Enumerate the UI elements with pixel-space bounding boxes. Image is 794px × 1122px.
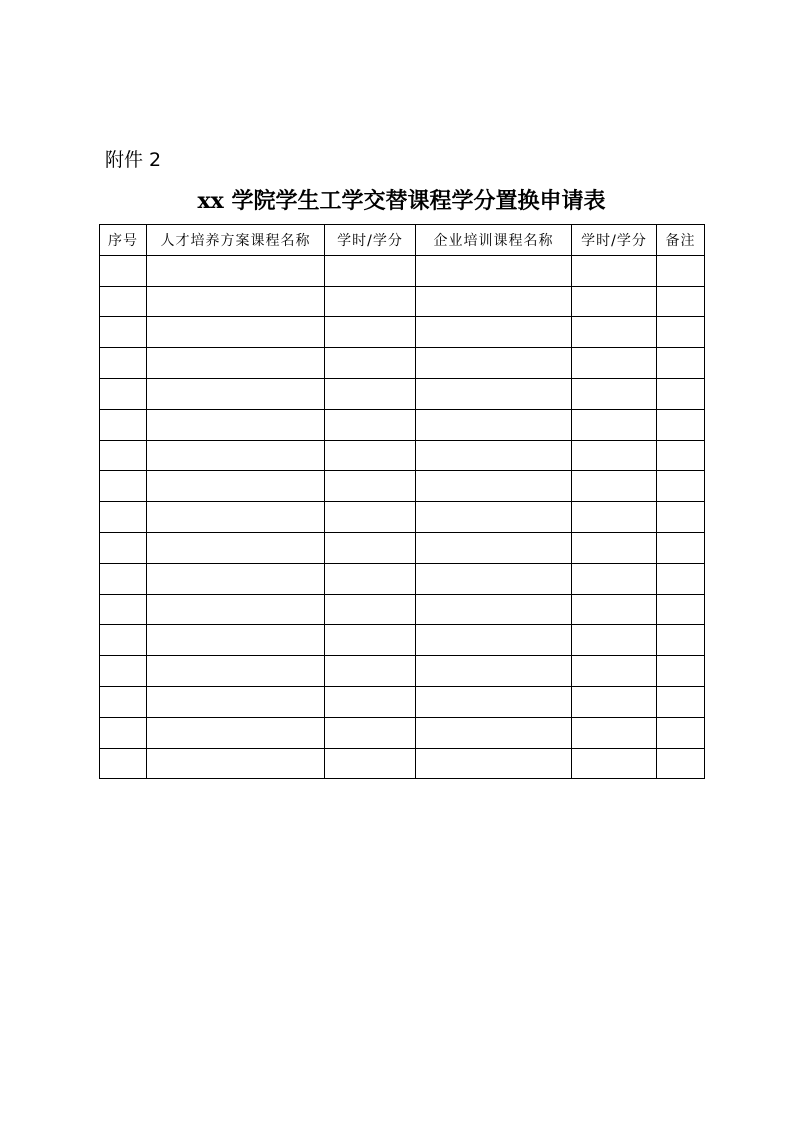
table-row (100, 255, 705, 286)
remarks-cell[interactable] (657, 348, 705, 379)
remarks-cell[interactable] (657, 717, 705, 748)
serial-number-cell[interactable] (100, 255, 147, 286)
serial-number-cell[interactable] (100, 286, 147, 317)
serial-number-cell[interactable] (100, 378, 147, 409)
remarks-cell[interactable] (657, 409, 705, 440)
table-row (100, 686, 705, 717)
serial-number-cell[interactable] (100, 594, 147, 625)
program-course-name-cell[interactable] (147, 563, 325, 594)
serial-number-cell[interactable] (100, 471, 147, 502)
serial-number-cell[interactable] (100, 317, 147, 348)
table-row (100, 317, 705, 348)
header-program-hours-credits: 学时/学分 (325, 225, 416, 256)
remarks-cell[interactable] (657, 748, 705, 779)
program-course-name-cell[interactable] (147, 255, 325, 286)
serial-number-cell[interactable] (100, 748, 147, 779)
program-course-name-cell[interactable] (147, 656, 325, 687)
table-row (100, 440, 705, 471)
enterprise-course-name-cell[interactable] (416, 625, 572, 656)
remarks-cell[interactable] (657, 656, 705, 687)
table-row (100, 625, 705, 656)
header-remarks: 备注 (657, 225, 705, 256)
serial-number-cell[interactable] (100, 717, 147, 748)
serial-number-cell[interactable] (100, 409, 147, 440)
table-row (100, 563, 705, 594)
serial-number-cell[interactable] (100, 563, 147, 594)
program-course-name-cell[interactable] (147, 440, 325, 471)
program-hours-credits-cell[interactable] (325, 471, 416, 502)
program-hours-credits-cell[interactable] (325, 502, 416, 533)
remarks-cell[interactable] (657, 471, 705, 502)
table-row (100, 471, 705, 502)
program-course-name-cell[interactable] (147, 317, 325, 348)
program-hours-credits-cell[interactable] (325, 563, 416, 594)
program-hours-credits-cell[interactable] (325, 717, 416, 748)
program-hours-credits-cell[interactable] (325, 348, 416, 379)
table-body (100, 255, 705, 779)
enterprise-hours-credits-cell[interactable] (572, 717, 657, 748)
enterprise-hours-credits-cell[interactable] (572, 748, 657, 779)
enterprise-course-name-cell[interactable] (416, 502, 572, 533)
enterprise-course-name-cell[interactable] (416, 656, 572, 687)
program-course-name-cell[interactable] (147, 502, 325, 533)
enterprise-hours-credits-cell[interactable] (572, 409, 657, 440)
enterprise-course-name-cell[interactable] (416, 378, 572, 409)
serial-number-cell[interactable] (100, 625, 147, 656)
enterprise-hours-credits-cell[interactable] (572, 686, 657, 717)
program-course-name-cell[interactable] (147, 532, 325, 563)
program-course-name-cell[interactable] (147, 348, 325, 379)
program-hours-credits-cell[interactable] (325, 686, 416, 717)
enterprise-course-name-cell[interactable] (416, 286, 572, 317)
table-row (100, 378, 705, 409)
remarks-cell[interactable] (657, 255, 705, 286)
serial-number-cell[interactable] (100, 440, 147, 471)
program-course-name-cell[interactable] (147, 686, 325, 717)
program-course-name-cell[interactable] (147, 471, 325, 502)
table-row (100, 409, 705, 440)
enterprise-hours-credits-cell[interactable] (572, 563, 657, 594)
enterprise-hours-credits-cell[interactable] (572, 502, 657, 533)
enterprise-course-name-cell[interactable] (416, 440, 572, 471)
remarks-cell[interactable] (657, 532, 705, 563)
enterprise-course-name-cell[interactable] (416, 717, 572, 748)
table-row (100, 502, 705, 533)
serial-number-cell[interactable] (100, 532, 147, 563)
program-course-name-cell[interactable] (147, 378, 325, 409)
enterprise-course-name-cell[interactable] (416, 471, 572, 502)
enterprise-hours-credits-cell[interactable] (572, 317, 657, 348)
program-course-name-cell[interactable] (147, 625, 325, 656)
table-row (100, 656, 705, 687)
enterprise-hours-credits-cell[interactable] (572, 625, 657, 656)
program-hours-credits-cell[interactable] (325, 255, 416, 286)
enterprise-hours-credits-cell[interactable] (572, 594, 657, 625)
enterprise-hours-credits-cell[interactable] (572, 656, 657, 687)
remarks-cell[interactable] (657, 502, 705, 533)
program-hours-credits-cell[interactable] (325, 656, 416, 687)
header-enterprise-course-name: 企业培训课程名称 (416, 225, 572, 256)
table-row (100, 594, 705, 625)
enterprise-hours-credits-cell[interactable] (572, 471, 657, 502)
enterprise-course-name-cell[interactable] (416, 594, 572, 625)
program-hours-credits-cell[interactable] (325, 594, 416, 625)
table-row (100, 748, 705, 779)
serial-number-cell[interactable] (100, 686, 147, 717)
program-hours-credits-cell[interactable] (325, 625, 416, 656)
credit-replacement-table (99, 224, 705, 779)
program-course-name-cell[interactable] (147, 409, 325, 440)
remarks-cell[interactable] (657, 686, 705, 717)
enterprise-course-name-cell[interactable] (416, 686, 572, 717)
enterprise-hours-credits-cell[interactable] (572, 378, 657, 409)
table-row (100, 286, 705, 317)
header-program-course-name: 人才培养方案课程名称 (147, 225, 325, 256)
enterprise-course-name-cell[interactable] (416, 317, 572, 348)
enterprise-course-name-cell[interactable] (416, 563, 572, 594)
enterprise-hours-credits-cell[interactable] (572, 348, 657, 379)
table-row (100, 532, 705, 563)
program-hours-credits-cell[interactable] (325, 317, 416, 348)
remarks-cell[interactable] (657, 440, 705, 471)
serial-number-cell[interactable] (100, 656, 147, 687)
program-hours-credits-cell[interactable] (325, 748, 416, 779)
remarks-cell[interactable] (657, 378, 705, 409)
table-header-row (100, 225, 705, 256)
program-course-name-cell[interactable] (147, 717, 325, 748)
enterprise-course-name-cell[interactable] (416, 532, 572, 563)
remarks-cell[interactable] (657, 286, 705, 317)
enterprise-hours-credits-cell[interactable] (572, 286, 657, 317)
enterprise-course-name-cell[interactable] (416, 255, 572, 286)
program-course-name-cell[interactable] (147, 286, 325, 317)
program-hours-credits-cell[interactable] (325, 440, 416, 471)
remarks-cell[interactable] (657, 317, 705, 348)
enterprise-hours-credits-cell[interactable] (572, 440, 657, 471)
remarks-cell[interactable] (657, 594, 705, 625)
header-serial-number: 序号 (100, 225, 147, 256)
serial-number-cell[interactable] (100, 348, 147, 379)
program-course-name-cell[interactable] (147, 748, 325, 779)
enterprise-hours-credits-cell[interactable] (572, 532, 657, 563)
remarks-cell[interactable] (657, 563, 705, 594)
enterprise-course-name-cell[interactable] (416, 748, 572, 779)
enterprise-course-name-cell[interactable] (416, 348, 572, 379)
program-hours-credits-cell[interactable] (325, 409, 416, 440)
attachment-label: 附件 2 (105, 149, 162, 171)
program-course-name-cell[interactable] (147, 594, 325, 625)
table-row (100, 717, 705, 748)
program-hours-credits-cell[interactable] (325, 378, 416, 409)
program-hours-credits-cell[interactable] (325, 286, 416, 317)
enterprise-course-name-cell[interactable] (416, 409, 572, 440)
serial-number-cell[interactable] (100, 502, 147, 533)
header-enterprise-hours-credits: 学时/学分 (572, 225, 657, 256)
table-row (100, 348, 705, 379)
remarks-cell[interactable] (657, 625, 705, 656)
program-hours-credits-cell[interactable] (325, 532, 416, 563)
page-title: xx 学院学生工学交替课程学分置换申请表 (197, 188, 606, 214)
enterprise-hours-credits-cell[interactable] (572, 255, 657, 286)
